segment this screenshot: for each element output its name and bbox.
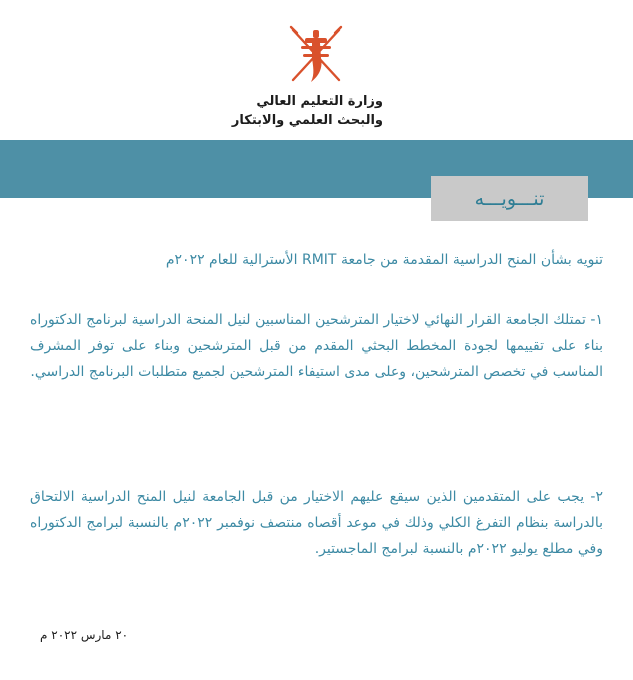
notice-title: تنـــويـــه (474, 187, 545, 210)
ministry-name-line1: وزارة التعليم العالي (256, 94, 383, 109)
notice-title-box (431, 176, 588, 221)
ministry-name-line2: والبحث العلمي والابتكار (231, 113, 383, 128)
notice-date: ٢٠ مارس ٢٠٢٢ م (40, 628, 129, 642)
notice-paragraph-2: ٢- يجب على المتقدمين الذين سيقع عليهم الاختيار من قبل الجامعة لنيل المنح الدراسية الالتحاق بالدراسة بنظام التفرغ الكلي وذلك في موعد أقصاه منتصف نوفمبر ٢٠٢٢م بالنسبة لبرامج الدكتوراه وفي مطلع يوليو ٢٠٢٢م بالنسبة لبرامج الماجستير. (30, 489, 603, 557)
notice-paragraph-1: ١- تمتلك الجامعة القرار النهائي لاختيار المترشحين المناسبين لنيل المنحة الدراسية لبرنامج الدكتوراه بناء على تقييمها لجودة المخطط البحثي المقدم من قبل المترشحين وبناء على توفر المشرف المناسب في تخصص المترشحين، وعلى مدى استيفاء المترشحين لجميع متطلبات البرنامج الدراسي. (30, 312, 603, 380)
oman-emblem-icon (285, 24, 347, 88)
ministry-name (232, 92, 383, 130)
notice-subject: تنويه بشأن المنح الدراسية المقدمة من جامعة RMIT الأسترالية للعام ٢٠٢٢م (165, 252, 603, 268)
